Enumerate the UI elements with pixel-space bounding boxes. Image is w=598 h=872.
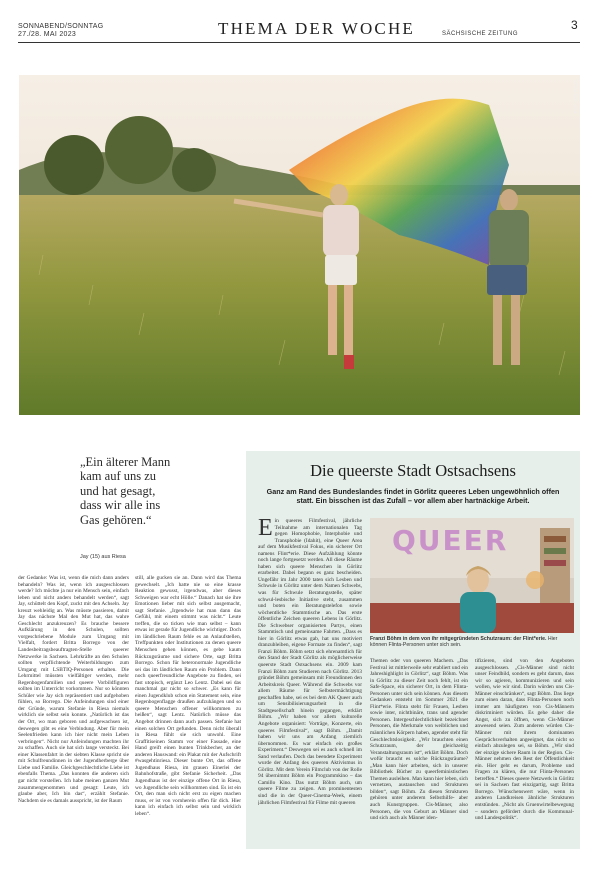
feature-column-1: [258, 518, 362, 840]
issue-date: [18, 23, 103, 39]
page-number: 3: [571, 18, 578, 32]
article-column-1-text: der Gedanke: Was ist, wenn die mich dann anders behandeln? Was ist, wenn ich ausgeschlossen werde? Ich möchte ja nur ein Mensch sein, einfach leben und nicht anders behandelt werden“, sagt Jay, schüttelt den Kopf, zuckt mit den Achseln. Jay kreuzt wehleidig an. Was müsste passieren, damit Jay das nächste Mal den Mut hat, das wahre Geschlecht anzukreuzen? Es brauche bessere Aufklärung in den Schulen, sollten vorgeschriebene Module zum Umgang mit Vielfalt, fordert Britta Borrego von der Landesbeitragsbeauftragten-Stelle queerer Netzwerke in Sachsen. Lehrkräfte an den Schulen sollten verpflichtende Weiterbildungen zum Umgang mit LSBTIQ-Personen erhalten. Die Lehrmittel müssten vielfältiger werden, mehr Regenbogenfamilien und queere Vorbildfiguren sollten im Unterricht vorkommen. Nur so könnten Schüler wie Jay sich repräsentiert und aufgehoben fühlen, so Borrego. Die Anfeindungen sind einer der Gründe, warum Stefanie in Riesa niemals wirklich sie selbst sein konnte. „Natürlich ist das der Ort, wo man geboren und aufgewachsen ist, deswegen gibt es eine Verbindung. Aber für mein Seelenfrieden kann ich hier nicht mein Leben verbringen“. Nicht nur Anfeindungen machten ihr zu schaffen. Auch sie hat sich lange versteckt. Bei einer Klassenfahrt in der siebten Klasse spricht sie mit Schulfreundinnen in der Jugendherberge über Liebe und Familie. Gleichgeschlechtliche Liebe ist ebenfalls Thema. „Das konnten die anderen sich gar nicht vorstellen. Ich habe meinen ganzen Mut zusammengenommen und gesagt: Leute, ich glaube aber, Ich bin das“, erzählt Stefanie. Nachdem sie es damals ausspricht, ist der Raum: [18, 575, 129, 804]
caption-bold: Franzi Böhm in dem von ihr mitgegründeten Schutzraum: der Flint*erie.: [370, 636, 547, 642]
feature-column-2-text: Themen oder von queeren Machern. „Das Festival ist mittlerweile sehr etabliert und ein Jahreshighlight in Görlitz“, sagt Böhm. Was in Görlitz zu dieser Zeit noch fehlt, ist ein Safe-Space, ein sicherer Ort, in dem Flinta-Personen unter sich sein können. Aus diesem Gedanken entsteht im Sommer 2021 die Flint*erie. Flinta steht für Frauen, Lesben sowie inter, nichtbinäre, trans und agender Personen. Intergeschlechtlichkeit bezeichnet Personen, die Merkmale von weiblichen und männlichen Körpern haben, agender steht für Geschlechtslosigkeit. „Wir brauchten einen Schutzraum, der gleichzeitig Veranstaltungsraum ist“, erklärt Böhm. Doch wofür braucht es solche Rückzugsräume? „Man kann hier arbeiten, sich in unserer Bibliothek Bücher zu queerfeministischen Themen ausleihen. Man kann hier leben, sich vernetzen, austauschen und Strukturen bilden“, sagt Böhm. Zu diesen Strukturen gehören unter anderem Selbsthilfe- aber auch Kunstgruppen. Cis-Männer, also Personen, die von Geburt an Männer sind und sich auch als Männer iden-: [370, 658, 468, 822]
pull-quote-source: Jay (15) aus Riesa: [80, 554, 126, 560]
photo-credit: Foto: Getty Images: [573, 79, 578, 114]
header-rule: [18, 42, 580, 43]
feature-subheadline: Ganz am Rand des Bundeslandes findet in Görlitz queeres Leben ungewöhnlich offen statt. Ein bisschen ist das Zufall – vor allem aber hartnäckige Arbeit.: [266, 487, 560, 506]
sidebar-feature-box: [246, 451, 580, 849]
issue-date-text: 27./28. MAI 2023: [18, 31, 77, 38]
article-column-1: [18, 575, 129, 855]
feature-column-3-text: tifizieren, sind von den Angeboten ausgeschlossen. „Cis-Männer sind nicht unser Feindbild, sondern es geht darum, dass wir so agieren, kommunizieren und sein wollen, wie wir sind. Darin würden uns Cis-Männer einschränken“, sagt Böhm. Das liege zum einen daran, dass Flinta-Personen noch immer am häufigsten von Cis-Männern diskriminiert würden. Es gehe daher die Angst, sich zu öffnen, wenn Cis-Männer anwesend seien. Zum anderen würden Cis-Männer mit ihrem dominanten Gesprächsverhalten angeeignet, das nicht so einfach abzulegen sei, so Böhm. „Wir sind der einzige sichere Raum in der Region. Cis-Männer nehmen den Rest der Öffentlichkeit ein. Hier geht es darum, Probleme und Fragen zu klären, die nur Flinta-Personen betreffen.“ Dieses queere Netzwerk in Görlitz sei in Sachsen fast einzigartig, sagt Britta Borrego. Wünschenswert wäre, wenn in anderen Landkreisen ähnliche Strukturen entstünden. „Nicht als Gruenwirtelbewegung – sondern gefördert durch die Kommunal- und Landespolitik“.: [475, 658, 574, 822]
queer-sign-text: QUEER: [392, 524, 509, 557]
feature-column-1-text: in queeres Filmfestival, jährliche Teilnahme am internationalen Tag gegen Homophobie, Interphobie und Transphobie (Idahit), eine Queer Area auf dem Musikfestival Fokus, ein sicherer Ort namens Flint*erie. Diese Aufzählung könnte noch lange fortgesetzt werden. All diese Räume haben sich queere Menschen in Görlitz erarbeitet. Dabei begann es ganz bescheiden. Ungefähr im Jahr 2000 taten sich Lesben und Schwule in Görlitz unter dem Namen Schwebs, was für Schwule Beratungsstelle, später schwul-lesbische Initiative steht, zusammen und boten ein Beratungstelefon sowie wöchentliche Stammtische an. Das erste öffentliche Zeichen queeren Lebens in Görlitz. Die Schwebser organisierten Partys, einen Stammtisch und gemeinsame Fahrten. „Dass es hier in Görlitz etwas gab, hat uns motiviert dranzubleiben, eigene Formate zu finden“, sagt Franzi Böhm. Böhm setzt sich ehrenamtlich für den Stand der Stadt Görlitz als möglicherweise queerste Stadt Ostsachsens ein. 2009 kam Franzi Böhm zum Studieren nach Görlitz. 2013 gründet Böhm gemeinsam mit Freundinnen den Arbeitskreis Queer. Während die Schwebs vor allem Räume für Selbstermächtigung geschaffen habe, sei es bei dem AK Queer auch um Sensibilisierungsarbeit in die Stadtgesellschaft hinein gegangen, erklärt Böhm. „Wir haben vor allem kulturelle Angebote organisiert: Vorträge, Konzerte, ein queeres Filmfestival“, sagt Böhm. „Damit haben wir uns am Anfang ziemlich übernommen. Es war einfach ein großes Experiment.“ Deswegen sei es auch schnell im Sand verlaufen. Doch das beendete Experiment wurde der Anfang des queeren Aktivismus in Görlitz. Mit dem Verein Filmclub von der Rolle 94 übernimmt Böhm ein Programmkino – das Camillo Kino. Das nutzt Böhm auch, um queere Filme zu zeigen. Am prominentesten sind die in der Queer-Cinema-Week, einem jährlichen Filmfestival für Filme mit queeren: [258, 518, 362, 806]
feature-photo-caption: [370, 636, 574, 649]
feature-column-2: [370, 658, 468, 840]
article-column-2-text: still, alle gucken sie an. Dann wird das Thema gewechselt. „Ich hatte nie so eine krasse Reaktion gewusst, irgendwas, aber dieses Schweigen war echt Hölle.“ Danach hat sie ihre Emotionen lieber mit sich selbst ausgemacht, sagt Stefanie. „Irgendwie hat man dann das Gefühl, mit einem stimmt was nicht.“ Leute treffen, die so ticken wie man selbst – kann etwas ist gerade für Jugendliche wichtiger. Doch im ländlichen Raum fehle es an Anlaufstellen, Treffpunkten oder Institutionen zu denen queere Menschen gehen können, es gebe kaum Rückzugsräume und sichere Orte, sagt Britta Borrego. Schon für heteronormale Jugendliche sei das im ländlichen Raum ein Problem. Dann noch queerfreundliche Angebote zu finden, sei fast utopisch, ergänzt Leo Lentz. Dabei sei das manchmal gar nicht so schwer. „Es kann für einen Jugendklub schon ein Statement sein, eine Regenbogenflagge draußen aufzuhängen und so queere Menschen offener willkommen zu heißen“, sagt Lentz. Natürlich müsse das Angebot drinnen dann auch passen. Stefanie hat einen solchen Ort gefunden. Denn nicht überall in Riesa fühlt sie sich unwohl. Eine Graffitiseinen Stamm vor einer Fassade, eine Hand greift einen bunten Trinkbecher, an der anderen Hauswand: ein Plakat mit der Aufschrift #wasgehtinriesa. Dieser bunte Ort, das offene Jugendhaus Riesa, im grauen Einerlei der Bahnhofstraße, gibt Stefanie Sicherheit. „Das Jugendhaus ist der einzige offene Ort in Riesa, wo Jugendliche sein willkommen sind. Es ist ein Ort, den man sich nicht erst zu eigen machen muss, er ist von vornherein offen für dich. Hier kann ich einfach ich selbst sein und wirklich leben“.: [135, 575, 241, 817]
issue-day: SONNABEND/SONNTAG: [18, 23, 104, 30]
newspaper-name: SÄCHSISCHE ZEITUNG: [442, 31, 519, 37]
caption-rest: Hier können Flinta-Personen unter sich sein.: [370, 636, 558, 649]
feature-headline: Die queerste Stadt Ostsachsens: [310, 461, 516, 480]
feature-photo: [370, 518, 574, 633]
section-title: THEMA DER WOCHE: [218, 19, 416, 38]
article-column-2: [135, 575, 241, 855]
photo-meadow-rainbow-flag: [19, 75, 580, 415]
feature-column-3: [475, 658, 574, 840]
drop-cap: E: [258, 518, 273, 541]
lead-photo: [19, 75, 580, 415]
pull-quote: „Ein älterer Mann kam auf uns zu und hat gesagt, dass wir alle ins Gas gehören.“: [80, 455, 171, 527]
